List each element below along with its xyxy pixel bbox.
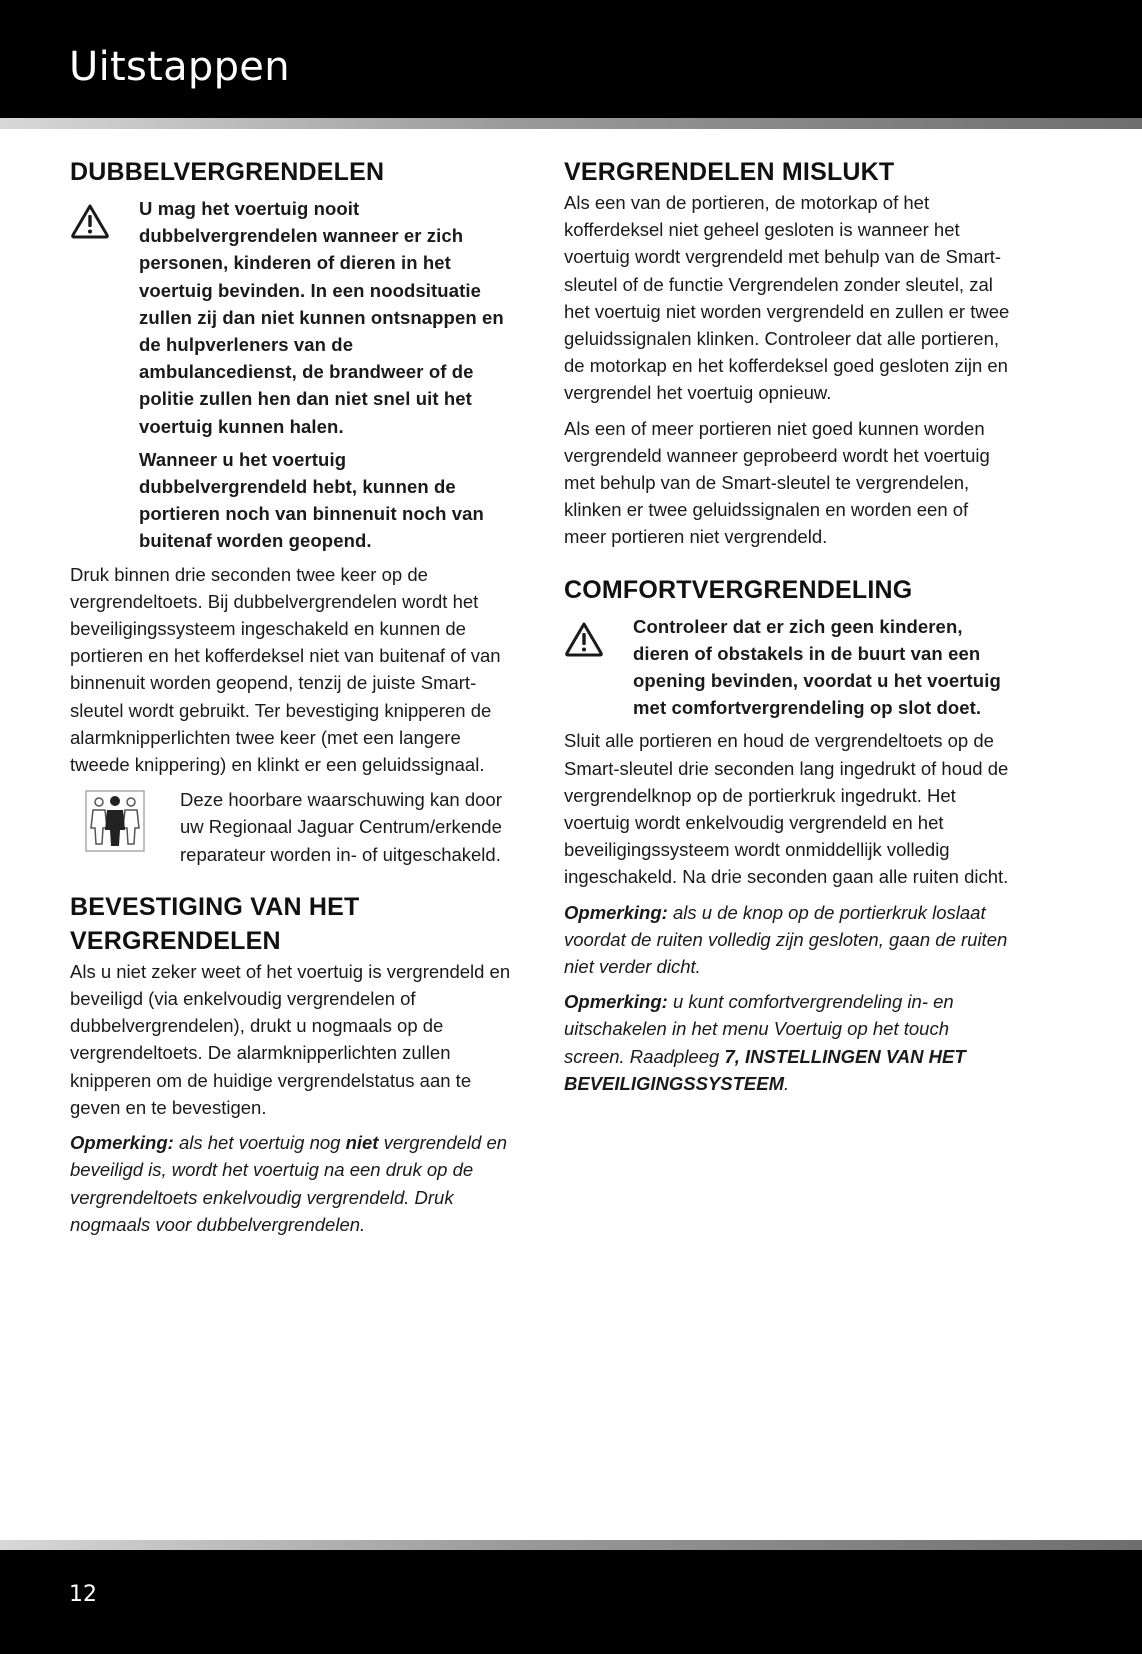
body-comfort: Sluit alle portieren en houd de vergrendeltoets op de Smart-sleutel drie seconden lang ingedrukt of houd de vergrendelknop op de portierkruk ingedrukt. Het voertuig wordt enkelvoudig vergrendeld en het beveiligingssysteem wordt onmiddellijk volledig ingeschakeld. Na drie seconden gaan alle ruiten dicht. xyxy=(564,730,1009,888)
note-bevestiging xyxy=(70,1129,516,1238)
note-end: . xyxy=(784,1072,790,1094)
warning-dubbelvergrendelen xyxy=(70,195,516,555)
header-divider-band xyxy=(0,118,1142,129)
note-text-a: als het voertuig nog xyxy=(173,1132,346,1154)
body-bevestiging: Als u niet zeker weet of het voertuig is vergrendeld en beveiligd (via enkelvoudig vergrendelen of dubbelvergrendelen), drukt u nogmaals op de vergrendeltoets. De alarmknipperlichten zullen knipperen om de huidige vergrendelstatus aan te geven en te bevestigen. xyxy=(70,960,511,1118)
note-comfort-2 xyxy=(564,988,1010,1097)
note-comfort-1 xyxy=(564,899,1010,981)
dealer-people-icon xyxy=(85,790,145,852)
right-column xyxy=(564,155,1010,1105)
warning-triangle-icon xyxy=(70,203,110,239)
note-text: als u de knop op de portierkruk loslaat voordat de ruiten volledig zijn gesloten, gaan de ruiten niet verder dicht. xyxy=(564,901,1008,978)
warning-triangle-icon xyxy=(564,621,604,657)
warning-text-2: Wanneer u het voertuig dubbelvergrendeld hebt, kunnen de portieren noch van binnenuit noch van buitenaf worden geopend. xyxy=(139,448,484,552)
page-header xyxy=(0,0,1142,118)
page-title: Uitstappen xyxy=(69,44,290,90)
body-mislukt-1: Als een van de portieren, de motorkap of het kofferdeksel niet geheel gesloten is wanneer het voertuig wordt vergrendeld met behulp van de Smart-sleutel of de functie Vergrendelen zonder sleutel, zal het voertuig niet worden vergrendeld en zullen er twee geluidssignalen klinken. Controleer dat alle portieren, de motorkap en het kofferdeksel goed gesloten zijn en vergrendel het voertuig opnieuw. xyxy=(564,192,1010,404)
footer-divider-band xyxy=(0,1540,1142,1550)
page-number: 12 xyxy=(69,1582,97,1607)
left-column xyxy=(70,155,516,1246)
body-dubbelvergrendelen: Druk binnen drie seconden twee keer op de vergrendeltoets. Bij dubbelvergrendelen wordt het beveiligingssysteem ingeschakeld en kunnen de portieren en het kofferdeksel niet van buitenaf of van binnenuit worden geopend, tenzij de juiste Smart-sleutel wordt gebruikt. Ter bevestiging knipperen de alarmknipperlichten twee keer (met een langere tweede knippering) en klinkt er een geluidssignaal. xyxy=(70,563,501,776)
dealer-note-block xyxy=(70,786,516,868)
body-mislukt-2: Als een of meer portieren niet goed kunnen worden vergrendeld wanneer geprobeerd wordt het voertuig met behulp van de Smart-sleutel te vergrendelen, klinken er twee geluidssignalen en worden een of meer portieren niet vergrendeld. xyxy=(564,417,990,548)
heading-bevestiging: BEVESTIGING VAN HET VERGRENDELEN xyxy=(70,892,360,955)
note-label: Opmerking: xyxy=(564,991,668,1013)
dealer-note-text: Deze hoorbare waarschuwing kan door uw Regionaal Jaguar Centrum/erkende reparateur worden in- of uitgeschakeld. xyxy=(180,789,502,865)
heading-comfortvergrendeling: COMFORTVERGRENDELING xyxy=(564,575,913,604)
note-text-b: vergrendeld en beveiligd is, wordt het voertuig na een druk op de vergrendeltoets enkelvoudig vergrendeld. Druk nogmaals voor dubbelvergrendelen. xyxy=(70,1132,508,1235)
cross-reference-link: 7, INSTELLINGEN VAN HET BEVEILIGINGSSYSTEEM xyxy=(564,1045,966,1094)
note-label: Opmerking: xyxy=(564,901,668,923)
note-strong: niet xyxy=(345,1132,379,1154)
warning-text-comfort: Controleer dat er zich geen kinderen, dieren of obstakels in de buurt van een opening bevinden, voordat u het voertuig met comfortvergrendeling op slot doet. xyxy=(633,615,1001,719)
heading-dubbelvergrendelen: DUBBELVERGRENDELEN xyxy=(70,158,385,186)
note-text: u kunt comfortvergrendeling in- en uitschakelen in het menu Voertuig op het touch screen. Raadpleeg xyxy=(564,991,954,1067)
heading-vergrendelen-mislukt: VERGRENDELEN MISLUKT xyxy=(564,158,895,186)
note-label: Opmerking: xyxy=(70,1132,174,1154)
warning-comfortvergrendeling xyxy=(564,613,1010,722)
warning-text-1: U mag het voertuig nooit dubbelvergrendelen wanneer er zich personen, kinderen of dieren in het voertuig bevinden. In een noodsituatie zullen zij dan niet kunnen ontsnappen en de hulpverleners van de ambulancedienst, de brandweer of de politie zullen hen dan niet snel uit het voertuig kunnen halen. xyxy=(139,198,504,437)
page-footer xyxy=(0,1550,1142,1654)
